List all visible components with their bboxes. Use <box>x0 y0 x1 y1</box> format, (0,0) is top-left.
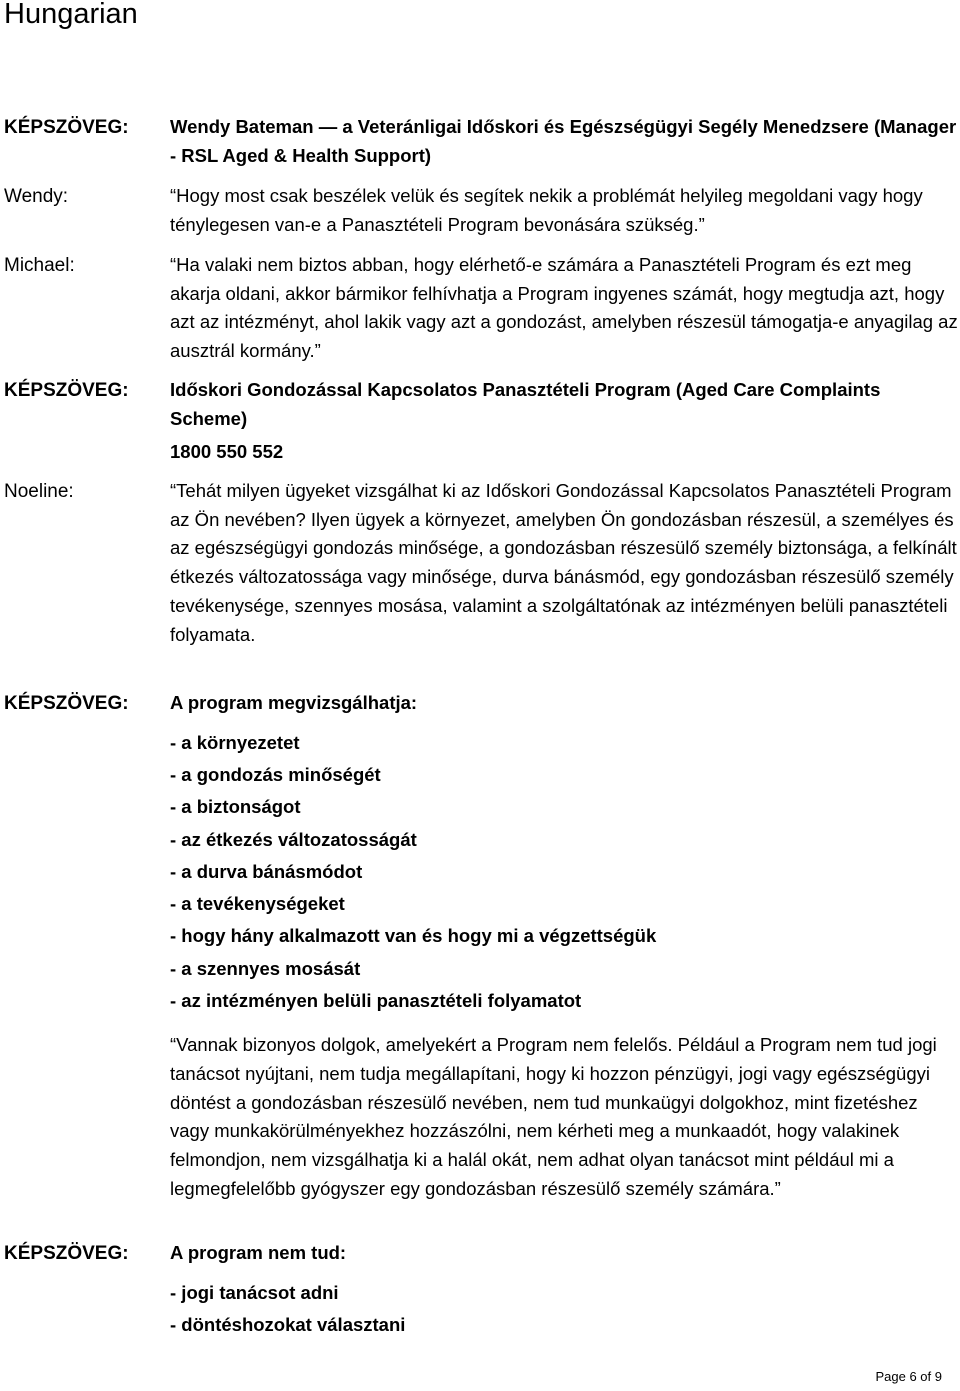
caption-heading: A program megvizsgálhatja: <box>170 692 418 713</box>
speech-paragraph: “Tehát milyen ügyeket vizsgálhat ki az Időskori Gondozással Kapcsolatos Panasztételi Program az Ön nevében? Ilyen ügyek a környezet, amelyben Ön gondozásban részesül, a személyes és az egészségügyi gondozás minősége, a gondozásban részesülő személy biztonsága, a felkínált étkezés változatossága vagy minősége, durva bánásmód, egy gondozásban részesülő személy tevékenysége, szennyes mosása, valamint a szolgáltatónak az intézményen belüli panasztételi folyamata. <box>170 480 957 645</box>
caption-text <box>170 376 960 467</box>
list-item: - a tevékenységeket <box>170 893 345 915</box>
not-possible-list <box>170 1277 960 1342</box>
list-item: - a gondozás minőségét <box>170 764 381 785</box>
page-total: 9 <box>934 1369 942 1384</box>
speech-text <box>170 251 960 366</box>
list-item: - a durva bánásmódot <box>170 860 363 882</box>
speaker-label: Wendy: <box>4 186 69 207</box>
caption-text <box>170 113 960 170</box>
list-item: - jogi tanácsot adni <box>170 1281 339 1303</box>
speaker-label: KÉPSZÖVEG: <box>4 693 129 714</box>
phone-number: 1800 550 552 <box>170 441 284 463</box>
speaker-label: KÉPSZÖVEG: <box>4 1243 129 1264</box>
speaker-label: Michael: <box>4 255 75 276</box>
caption-heading: A program nem tud: <box>170 1242 347 1263</box>
speech-text <box>170 477 960 649</box>
list-item: - az étkezés változatosságát <box>170 828 417 850</box>
list-item: - az intézményen belüli panasztételi folyamatot <box>170 990 582 1012</box>
examinable-list <box>170 727 960 1018</box>
speaker-label: KÉPSZÖVEG: <box>4 117 129 138</box>
speaker-label: KÉPSZÖVEG: <box>4 380 129 401</box>
list-item: - a környezetet <box>170 731 300 753</box>
speech-paragraph: “Ha valaki nem biztos abban, hogy elérhető-e számára a Panasztételi Program és ezt meg akarja oldani, akkor bármikor felhívhatja a Program ingyenes számát, hogy megtudja azt, hogy azt az intézményt, ahol lakik vagy azt a gondozást, amelyben részesül támogatja-e anyagilag az ausztrál kormány.” <box>170 254 958 362</box>
speech-paragraph: “Vannak bizonyos dolgok, amelyekért a Program nem felelős. Például a Program nem tud jogi tanácsot nyújtani, nem tudja megállapítani, hogy ki hozzon pénzügyi, jogi vagy egészségügyi döntést a gondozásban részesülő nevében, nem tud munkaügyi dolgokhoz, mint fizetéshez vagy munkakörülményekhez hozzászólni, nem kérheti meg a munkaadót, hogy valakinek felmondjon, nem vizsgálhatja ki a halál okát, nem adhat olyan tanácsot mint például mi a legmegfelelőbb gyógyszer egy gondozásban részesülő személy számára.” <box>170 1034 937 1199</box>
page-label: Page <box>875 1369 906 1384</box>
page-current: 6 <box>909 1369 917 1384</box>
speech-text <box>170 182 960 239</box>
caption-paragraph: Wendy Bateman — a Veteránligai Időskori és Egészségügyi Segély Menedzsere (Manager - RSL Aged & Health Support) <box>170 116 957 166</box>
list-item: - a szennyes mosását <box>170 957 361 979</box>
page-number <box>875 1369 942 1384</box>
caption-paragraph: Időskori Gondozással Kapcsolatos Panasztételi Program (Aged Care Complaints Scheme) <box>170 379 881 429</box>
caption-text <box>170 689 960 1204</box>
speech-paragraph: “Hogy most csak beszélek velük és segítek nekik a problémát helyileg megoldani vagy hogy ténylegesen van-e a Panasztételi Program bevonására szükség.” <box>170 185 923 235</box>
list-item: - a biztonságot <box>170 796 301 818</box>
caption-text <box>170 1239 960 1341</box>
speaker-label: Noeline: <box>4 481 74 502</box>
list-item: - hogy hány alkalmazott van és hogy mi a végzettségük <box>170 925 657 947</box>
page-title: Hungarian <box>4 0 138 30</box>
of-label: of <box>920 1369 932 1384</box>
list-item: - döntéshozokat választani <box>170 1314 406 1335</box>
